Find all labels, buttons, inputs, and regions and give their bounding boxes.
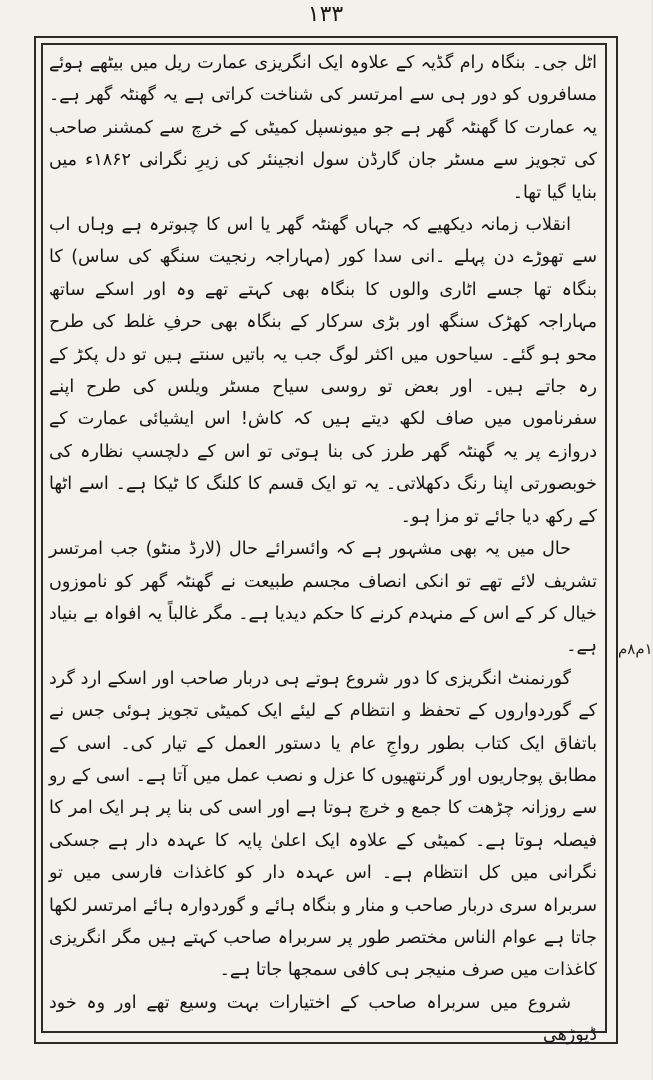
paragraph-clock-tower: اٹل جی۔ بنگاہ رام گڈیہ کے علاوہ ایک انگریزی عمارت ریل میں بیٹھے ہوئے مسافروں کو دور ہی سے امرتسر کی شناخت کراتی ہے یہ گھنٹہ گھر ہے۔ یہ عمارت کا گھنٹہ گھر ہے جو میونسپل کمیٹی کے خرچ سے کمشنر صاحب کی تجویز سے مسٹر جان گارڈن سول انجینئر کی زیرِ نگرانی ۱۸۶۲ء میں بنایا گیا تھا۔ [49,53,597,203]
paragraph-committee-management: گورنمنٹ انگریزی کا دور شروع ہوتے ہی دربار صاحب اور اسکے ارد گرد کے گوردواروں کے تحفظ و انتظام کے لیئے ایک کمیٹی تجویز ہوئی جس نے باتفاق ایک کتاب بطور رواجِ عام یا دستور العمل کے تیار کی۔ اسی کے مطابق پوجاریوں اور گرنتھیوں کا عزل و نصب عمل میں آتا ہے۔ اسی کے رو سے روزانہ چڑھت کا جمع و خرچ ہوتا ہے اور اسی کی بنا پر ہر ایک امر کا فیصلہ ہوتا ہے۔ کمیٹی کے علاوہ ایک اعلیٰ پایہ کا عہدہ دار ہے جسکی نگرانی میں کل انتظام ہے۔ اس عہدہ دار کو کاغذات فارسی میں تو سربراہ سری دربار صاحب و منار و بنگاہ ہائے و گوردوارہ ہائے امرتسر لکھا جاتا ہے عوام الناس مختصر طور پر سربراہ صاحب کہتے ہیں مگر انگریزی کاغذات میں صرف منیجر ہی کافی سمجھا جاتا ہے۔ [49,668,597,981]
margin-note: ۱م۸م [618,640,653,658]
paragraph-sarbrah-powers: شروع میں سربراہ صاحب کے اختیارات بہت وسیع تھے اور وہ خود ڈیوڑھی [49,992,597,1046]
page-number: ۱۳۳ [307,2,344,27]
body-text [49,47,597,1052]
paragraph-viceroy-rumor: حال میں یہ بھی مشہور ہے کہ وائسرائے حال (لارڈ منٹو) جب امرتسر تشریف لائے تھے تو انکی انصاف مجسم طبیعت نے گھنٹہ گھر کو ناموزوں خیال کر کے اس کے منہدم کرنے کا حکم دیدیا ہے۔ مگر غالباً یہ افواہ بے بنیاد ہے۔ [49,539,597,657]
page-border-inner [41,43,607,1046]
paragraph-revolution-of-time: انقلاب زمانہ دیکھیے کہ جہاں گھنٹہ گھر یا اس کا چبوترہ ہے وہاں اب سے تھوڑے دن پہلے ۔انی سدا کور (مہاراجہ رنجیت سنگھ کی ساس) کا بنگاہ تھا جسے اٹاری والوں کا بنگاہ بھی کہتے تھے وہ اور اسکے ساتھ مہاراجہ کھڑک سنگھ اور بڑی سرکار کے بنگاہ بھی حرفِ غلط کی طرح محو ہو گئے۔ سیاحوں میں اکثر لوگ جب یہ باتیں سنتے ہیں تو دل پکڑ کے رہ جاتے ہیں۔ اور بعض تو روسی سیاح مسٹر ویلس کی طرح اپنے سفرناموں میں صاف لکھ دیتے ہیں کہ کاش! اس ایشیائی عمارت کے دروازے پر یہ گھنٹہ گھر طرز کی بنا ہوتی تو اس کے دلچسپ نظارہ کی خوبصورتی اپنا رنگ دکھلاتی۔ یہ تو ایک قسم کا کلنگ کا ٹیکا ہے۔ اسے اٹھا کے رکھ دیا جائے تو مزا ہو۔ [49,215,597,527]
